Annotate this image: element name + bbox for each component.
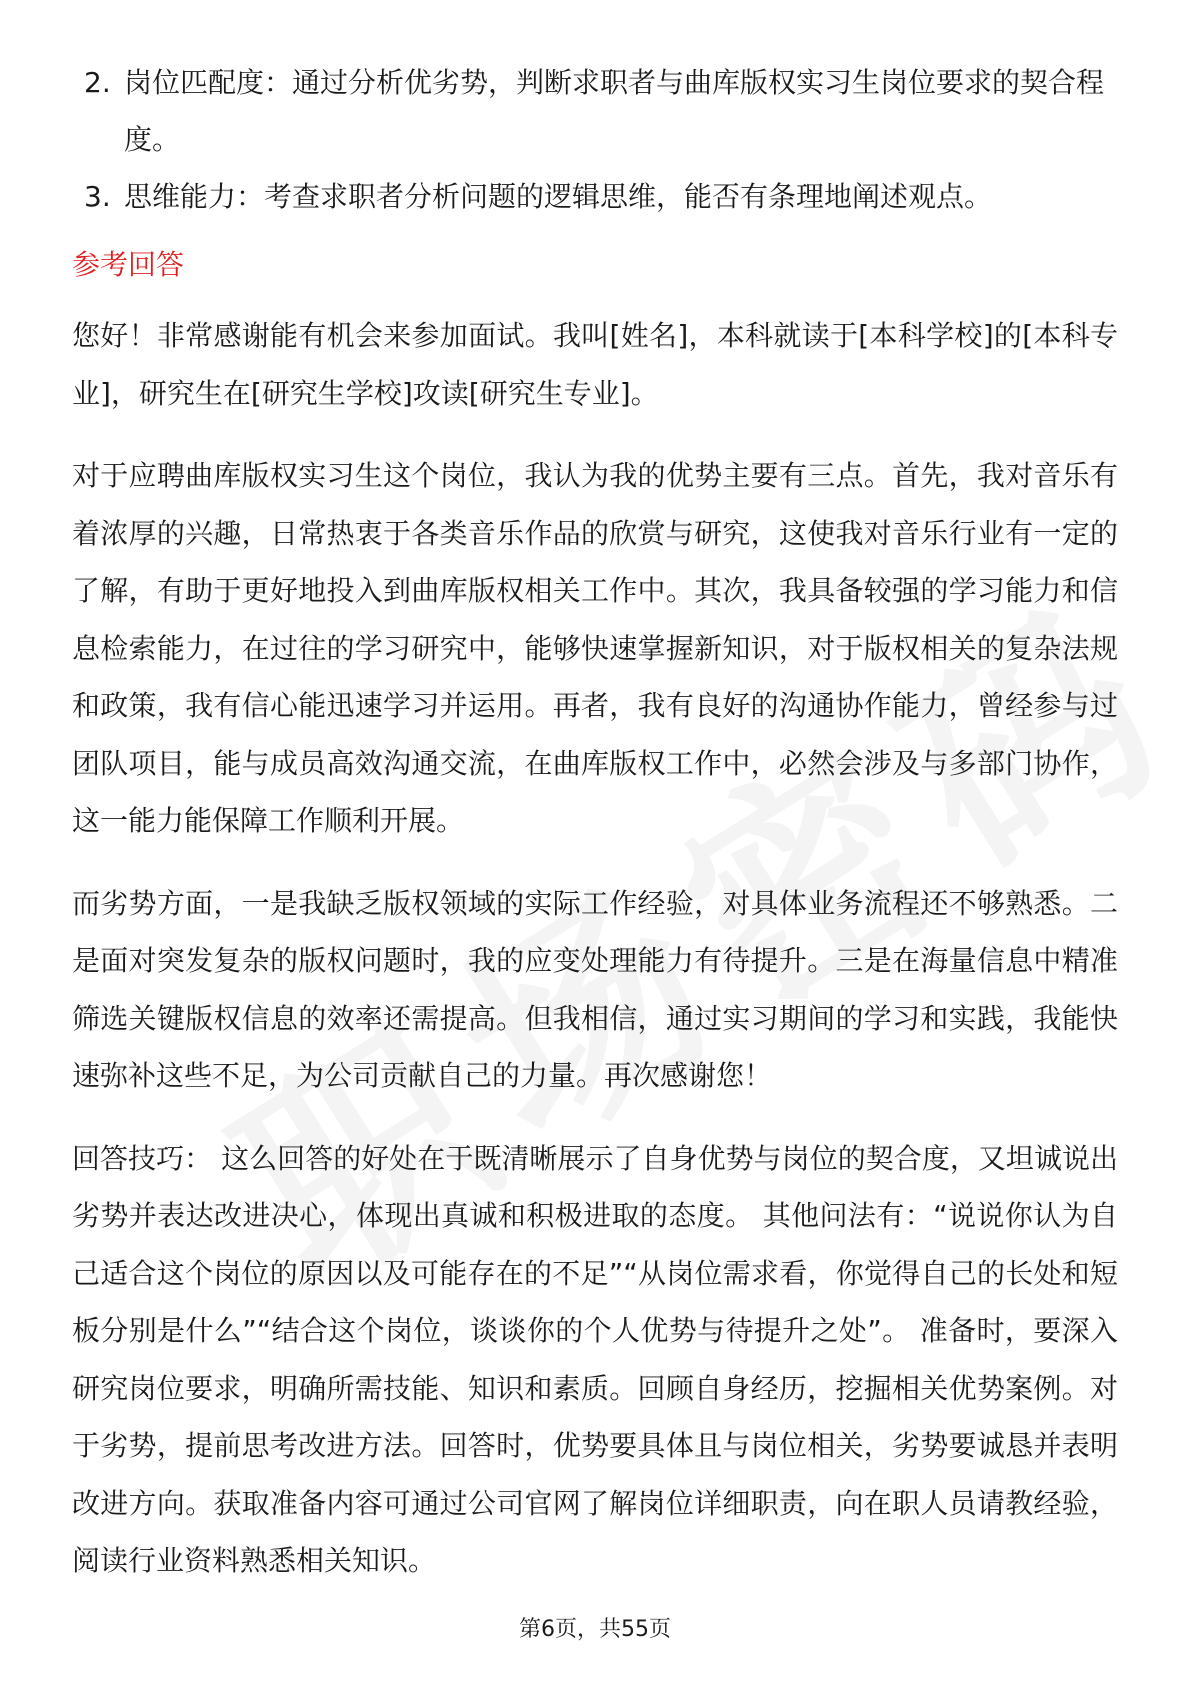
list-item-number: 2. [84, 66, 111, 99]
list-item [72, 168, 1118, 225]
page-number-footer: 第6页，共55页 [519, 1617, 671, 1642]
answer-paragraph-intro: 您好！非常感谢能有机会来参加面试。我叫[姓名]，本科就读于[本科学校]的[本科专业]，研究生在[研究生学校]攻读[研究生专业]。 [72, 319, 1118, 410]
answer-tips-paragraph: 回答技巧： 这么回答的好处在于既清晰展示了自身优势与岗位的契合度，又坦诚说出劣势并表达改进决心，体现出真诚和积极进取的态度。 其他问法有：“说说你认为自己适合这个岗位的原因以及可能存在的不足”“从岗位需求看，你觉得自己的长处和短板分别是什么”“结合这个岗位，谈谈你的个人优势与待提升之处”。 准备时，要深入研究岗位要求，明确所需技能、知识和素质。回顾自身经历，挖掘相关优势案例。对于劣势，提前思考改进方法。回答时，优势要具体且与岗位相关，劣势要诚恳并表明改进方向。获取准备内容可通过公司官网了解岗位详细职责，向在职人员请教经验，阅读行业资料熟悉相关知识。 [72, 1141, 1118, 1577]
list-item [72, 54, 1118, 168]
section-title: 参考回答 [72, 248, 185, 281]
answer-paragraph-strengths: 对于应聘曲库版权实习生这个岗位，我认为我的优势主要有三点。首先，我对音乐有着浓厚的兴趣，日常热衷于各类音乐作品的欣赏与研究，这使我对音乐行业有一定的了解，有助于更好地投入到曲库版权相关工作中。其次，我具备较强的学习能力和信息检索能力，在过往的学习研究中，能够快速掌握新知识，对于版权相关的复杂法规和政策，我有信心能迅速学习并运用。再者，我有良好的沟通协作能力，曾经参与过团队项目，能与成员高效沟通交流，在曲库版权工作中，必然会涉及与多部门协作，这一能力能保障工作顺利开展。 [72, 459, 1118, 837]
page-content [72, 54, 1118, 1615]
list-item-number: 3. [84, 180, 111, 213]
list-item-text: 岗位匹配度：通过分析优劣势，判断求职者与曲库版权实习生岗位要求的契合程度。 [124, 66, 1105, 156]
criteria-list [72, 54, 1118, 225]
answer-paragraph-weaknesses: 而劣势方面，一是我缺乏版权领域的实际工作经验，对具体业务流程还不够熟悉。二是面对突发复杂的版权问题时，我的应变处理能力有待提升。三是在海量信息中精准筛选关键版权信息的效率还需提高。但我相信，通过实习期间的学习和实践，我能快速弥补这些不足，为公司贡献自己的力量。再次感谢您！ [72, 886, 1118, 1092]
list-item-text: 思维能力：考查求职者分析问题的逻辑思维，能否有条理地阐述观点。 [124, 180, 993, 213]
